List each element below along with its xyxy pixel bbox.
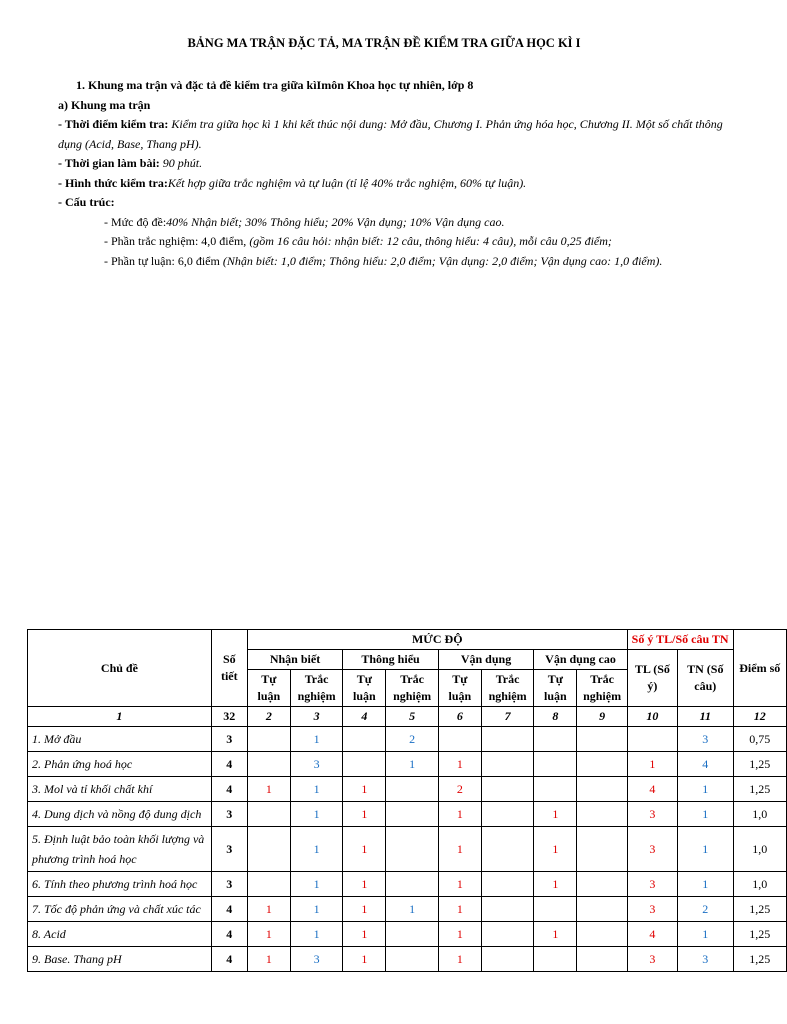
value-cell (247, 802, 290, 827)
structure-label: - Cấu trúc: (58, 195, 115, 209)
score-cell: 1,25 (733, 752, 786, 777)
value-cell: 2 (678, 897, 733, 922)
header-recognize: Nhận biết (247, 650, 343, 670)
value-cell (386, 777, 438, 802)
value-cell: 1 (438, 752, 481, 777)
header-mc: Trắc nghiệm (386, 670, 438, 707)
column-index: 8 (534, 707, 577, 727)
column-index: 3 (290, 707, 342, 727)
periods-cell: 3 (211, 827, 247, 872)
value-cell: 2 (438, 777, 481, 802)
score-cell: 1,25 (733, 777, 786, 802)
value-cell: 1 (343, 827, 386, 872)
header-score: Điểm số (733, 630, 786, 707)
value-cell (534, 727, 577, 752)
table-row (28, 727, 787, 752)
value-cell (577, 827, 627, 872)
header-essay: Tự luận (438, 670, 481, 707)
value-cell: 1 (438, 827, 481, 872)
duration-line (58, 154, 728, 174)
column-index: 6 (438, 707, 481, 727)
value-cell (577, 872, 627, 897)
value-cell: 1 (290, 727, 342, 752)
value-cell: 3 (290, 752, 342, 777)
form-line (58, 174, 728, 194)
value-cell: 1 (678, 777, 733, 802)
duration-value: 90 phút. (162, 156, 203, 170)
essay-prefix: - Phần tự luận: 6,0 điểm (104, 253, 220, 268)
value-cell (481, 872, 533, 897)
value-cell: 4 (627, 922, 677, 947)
value-cell (247, 752, 290, 777)
header-mc: Trắc nghiệm (481, 670, 533, 707)
header-periods: Số tiết (211, 630, 247, 707)
header-mc: Trắc nghiệm (577, 670, 627, 707)
value-cell (481, 777, 533, 802)
value-cell: 1 (343, 777, 386, 802)
value-cell: 1 (343, 872, 386, 897)
value-cell: 1 (627, 752, 677, 777)
value-cell (577, 947, 627, 972)
value-cell: 1 (438, 802, 481, 827)
value-cell (386, 802, 438, 827)
level-prefix: - Mức độ đề: (104, 214, 167, 229)
periods-cell: 4 (211, 752, 247, 777)
score-cell: 1,25 (733, 897, 786, 922)
column-index: 7 (481, 707, 533, 727)
value-cell: 1 (678, 827, 733, 872)
subsection-heading: a) Khung ma trận (58, 97, 151, 112)
value-cell (577, 897, 627, 922)
topic-cell: 1. Mở đầu (28, 727, 212, 752)
table-row (28, 777, 787, 802)
value-cell (247, 872, 290, 897)
value-cell (534, 752, 577, 777)
topic-cell: 7. Tốc độ phản ứng và chất xúc tác (28, 897, 212, 922)
topic-cell: 5. Định luật bảo toàn khối lượng và phương trình hoá học (28, 827, 212, 872)
value-cell: 1 (678, 922, 733, 947)
value-cell: 1 (247, 897, 290, 922)
value-cell (577, 802, 627, 827)
value-cell (534, 897, 577, 922)
value-cell: 1 (438, 922, 481, 947)
value-cell (438, 727, 481, 752)
value-cell: 1 (343, 897, 386, 922)
level-value: 40% Nhận biết; 30% Thông hiểu; 20% Vận dụng; 10% Vận dụng cao. (166, 214, 505, 229)
value-cell: 1 (247, 777, 290, 802)
table-row (28, 947, 787, 972)
value-cell (627, 727, 677, 752)
value-cell: 1 (343, 922, 386, 947)
header-understand: Thông hiểu (343, 650, 439, 670)
value-cell (481, 802, 533, 827)
form-value: Kết hợp giữa trắc nghiệm và tự luận (tỉ lệ 40% trắc nghiệm, 60% tự luận). (167, 175, 527, 190)
value-cell: 1 (290, 777, 342, 802)
periods-cell: 3 (211, 802, 247, 827)
value-cell (386, 872, 438, 897)
value-cell: 1 (290, 897, 342, 922)
value-cell (577, 727, 627, 752)
mc-line (58, 232, 728, 252)
score-cell: 1,0 (733, 802, 786, 827)
value-cell: 1 (534, 922, 577, 947)
value-cell (534, 947, 577, 972)
value-cell (481, 827, 533, 872)
value-cell: 1 (438, 897, 481, 922)
value-cell: 3 (678, 947, 733, 972)
periods-cell: 4 (211, 897, 247, 922)
value-cell (386, 827, 438, 872)
value-cell: 3 (627, 897, 677, 922)
mc-value: (gồm 16 câu hỏi: nhận biết: 12 câu, thông hiểu: 4 câu), mỗi câu 0,25 điểm; (249, 234, 612, 248)
table-row (28, 922, 787, 947)
page-title: BẢNG MA TRẬN ĐẶC TẢ, MA TRẬN ĐỀ KIỂM TRA GIỮA HỌC KÌ I (187, 36, 581, 50)
header-tl: TL (Số ý) (627, 650, 677, 707)
value-cell (481, 752, 533, 777)
header-essay: Tự luận (343, 670, 386, 707)
score-cell: 0,75 (733, 727, 786, 752)
value-cell (577, 922, 627, 947)
section-heading: 1. Khung ma trận và đặc tả đề kiểm tra giữa kìImôn Khoa học tự nhiên, lớp 8 (76, 78, 474, 92)
topic-cell: 4. Dung dịch và nồng độ dung dịch (28, 802, 212, 827)
value-cell (481, 947, 533, 972)
value-cell (247, 827, 290, 872)
value-cell (577, 752, 627, 777)
value-cell: 3 (290, 947, 342, 972)
value-cell: 1 (534, 827, 577, 872)
topic-cell: 6. Tính theo phương trình hoá học (28, 872, 212, 897)
value-cell: 1 (290, 802, 342, 827)
value-cell (386, 947, 438, 972)
intro-section (58, 76, 728, 271)
column-index: 1 (28, 707, 212, 727)
column-index: 2 (247, 707, 290, 727)
essay-line (58, 252, 728, 272)
value-cell: 3 (627, 802, 677, 827)
value-cell: 1 (438, 947, 481, 972)
value-cell: 1 (290, 872, 342, 897)
value-cell (577, 777, 627, 802)
matrix-table (27, 629, 787, 972)
table-row (28, 897, 787, 922)
periods-cell: 4 (211, 777, 247, 802)
header-mc: Trắc nghiệm (290, 670, 342, 707)
periods-cell: 3 (211, 872, 247, 897)
value-cell (534, 777, 577, 802)
mc-prefix: - Phần trắc nghiệm: 4,0 điểm, (104, 234, 247, 248)
header-essay: Tự luận (247, 670, 290, 707)
table-row (28, 827, 787, 872)
value-cell (386, 922, 438, 947)
exam-time-value: Kiểm tra giữa học kì 1 khi kết thúc nội dung: Mở đầu, Chương I. Phản ứng hóa học, Chương II. Một số chất thông dụng (Acid, Base, Thang pH). (58, 117, 723, 151)
header-level: MỨC ĐỘ (247, 630, 627, 650)
value-cell: 1 (534, 872, 577, 897)
column-index: 11 (678, 707, 733, 727)
value-cell: 1 (386, 897, 438, 922)
value-cell (343, 727, 386, 752)
periods-cell: 3 (211, 727, 247, 752)
header-apply-high: Vận dụng cao (534, 650, 627, 670)
score-cell: 1,25 (733, 922, 786, 947)
topic-cell: 2. Phản ứng hoá học (28, 752, 212, 777)
periods-cell: 4 (211, 947, 247, 972)
topic-cell: 8. Acid (28, 922, 212, 947)
value-cell (343, 752, 386, 777)
value-cell: 4 (678, 752, 733, 777)
value-cell: 1 (534, 802, 577, 827)
value-cell: 1 (386, 752, 438, 777)
value-cell (481, 727, 533, 752)
table-row (28, 872, 787, 897)
value-cell: 1 (678, 802, 733, 827)
value-cell: 3 (627, 947, 677, 972)
periods-cell: 4 (211, 922, 247, 947)
exam-time-label: - Thời điểm kiểm tra: (58, 117, 169, 131)
duration-label: - Thời gian làm bài: (58, 156, 160, 170)
value-cell (481, 922, 533, 947)
value-cell: 1 (343, 802, 386, 827)
value-cell: 1 (247, 947, 290, 972)
header-apply: Vận dụng (438, 650, 534, 670)
value-cell: 1 (290, 827, 342, 872)
form-label: - Hình thức kiểm tra: (58, 175, 168, 190)
value-cell: 1 (678, 872, 733, 897)
value-cell (247, 727, 290, 752)
value-cell: 1 (247, 922, 290, 947)
value-cell (481, 897, 533, 922)
score-cell: 1,0 (733, 872, 786, 897)
column-index: 12 (733, 707, 786, 727)
score-cell: 1,25 (733, 947, 786, 972)
value-cell: 2 (386, 727, 438, 752)
value-cell: 1 (343, 947, 386, 972)
header-tn: TN (Số câu) (678, 650, 733, 707)
topic-cell: 9. Base. Thang pH (28, 947, 212, 972)
value-cell: 1 (290, 922, 342, 947)
column-index: 9 (577, 707, 627, 727)
exam-time-line (58, 115, 728, 154)
column-index-row (28, 707, 787, 727)
value-cell: 4 (627, 777, 677, 802)
header-topic: Chủ đề (28, 630, 212, 707)
essay-value: (Nhận biết: 1,0 điểm; Thông hiểu: 2,0 điểm; Vận dụng: 2,0 điểm; Vận dụng cao: 1,0 điểm). (222, 253, 663, 268)
header-essay: Tự luận (534, 670, 577, 707)
value-cell: 1 (438, 872, 481, 897)
value-cell: 3 (627, 827, 677, 872)
level-line (58, 213, 728, 233)
column-index: 5 (386, 707, 438, 727)
topic-cell: 3. Mol và tỉ khối chất khí (28, 777, 212, 802)
table-row (28, 752, 787, 777)
column-index: 4 (343, 707, 386, 727)
value-cell: 3 (678, 727, 733, 752)
score-cell: 1,0 (733, 827, 786, 872)
header-count: Số ý TL/Số câu TN (627, 630, 733, 650)
column-index: 32 (211, 707, 247, 727)
table-row (28, 802, 787, 827)
column-index: 10 (627, 707, 677, 727)
value-cell: 3 (627, 872, 677, 897)
